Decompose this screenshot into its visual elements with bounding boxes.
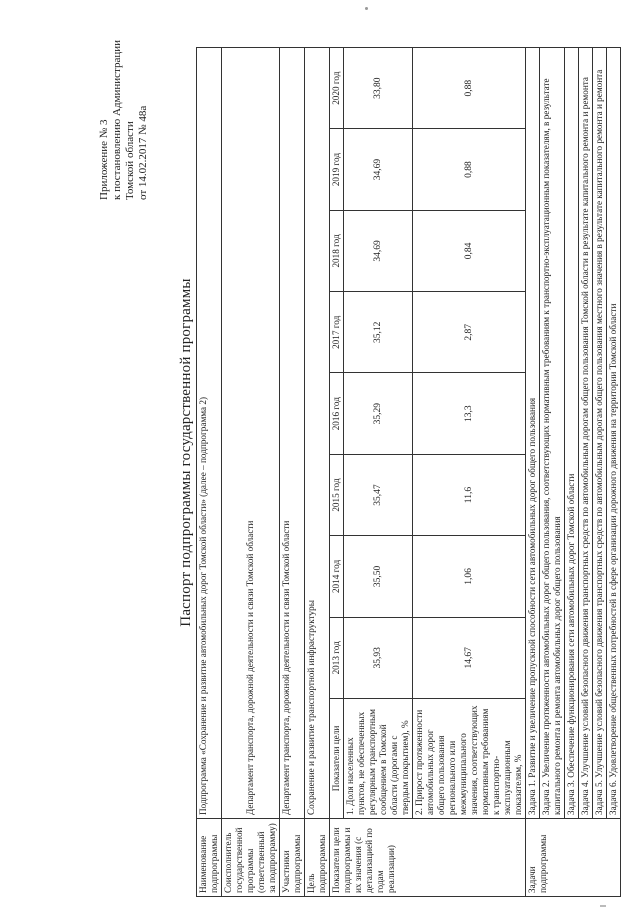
indicator-value: 0,84: [413, 210, 526, 291]
indicator-name: 2. Прирост протяженности автомобильных дорог общего пользования регионального или межмуниципального значения, соответствующих нормативным требованиям к транспортно-эксплуатационным показателям, %: [413, 699, 526, 819]
year-header: 2014 год: [330, 536, 344, 617]
page-title: Паспорт подпрограммы государственной программы: [178, 278, 194, 627]
task-row: [526, 48, 540, 897]
year-header: 2019 год: [330, 129, 344, 210]
value-participants: Департамент транспорта, дорожной деятельности и связи Томской области: [280, 48, 305, 819]
task-row: [579, 48, 593, 897]
year-header: 2013 год: [330, 617, 344, 698]
value-goal: Сохранение и развитие транспортной инфраструктуры: [305, 48, 330, 819]
indicator-row: [413, 48, 526, 897]
task-row: [593, 48, 607, 897]
indicator-value: 11,6: [413, 454, 526, 535]
appendix-region: Томской области: [124, 121, 136, 200]
task-row: [565, 48, 579, 897]
appendix-resolution: к постановлению Администрации: [111, 39, 123, 200]
value-name: Подпрограмма «Сохранение и развитие автомобильных дорог Томской области» (далее – подпрограмма 2): [197, 48, 222, 819]
passport-table: [196, 47, 621, 897]
label-indicators: Показатели цели подпрограммы и их значения (с детализацией по годам реализации): [330, 819, 526, 897]
task-item: Задача 5. Улучшение условий безопасного движения транспортных средств по автомобильным дорогам общего пользования местного значения в результате капитального ремонта и ремонта: [593, 48, 607, 819]
row-coexecutor: [222, 48, 280, 897]
row-name: [197, 48, 222, 897]
indicator-value: 35,93: [344, 617, 413, 698]
indicator-row: [344, 48, 413, 897]
indicators-header-row: [330, 48, 344, 897]
indicator-value: 35,12: [344, 292, 413, 373]
year-header: 2016 год: [330, 373, 344, 454]
appendix-date: от 14.02.2017 № 48а: [137, 105, 149, 200]
task-item: Задача 1. Развитие и увеличение пропускной способности сети автомобильных дорог общего пользования: [526, 48, 540, 819]
indicator-name: 1. Доля населенных пунктов, не обеспеченных регулярным транспортным сообщением в Томской области (дорогами с твердым покрытием), %: [344, 699, 413, 819]
task-row: [540, 48, 565, 897]
indicators-header: Показатели цели: [330, 699, 344, 819]
label-tasks: Задачи подпрограммы: [526, 819, 621, 897]
appendix-number: Приложение № 3: [98, 119, 110, 200]
year-header: 2018 год: [330, 210, 344, 291]
indicator-value: 1,06: [413, 536, 526, 617]
row-goal: [305, 48, 330, 897]
task-item: Задача 2. Увеличение протяженности автомобильных дорог общего пользования, соответствующих нормативным требованиям к транспортно-эксплуатационным показателям, в результате капитального ремонта и ремонта автомобильных дорог общего пользования: [540, 48, 565, 819]
indicator-value: 13,3: [413, 373, 526, 454]
task-item: Задача 6. Удовлетворение общественных потребностей в сфере организации дорожного движения на территории Томской области: [607, 48, 621, 819]
indicator-value: 33,80: [344, 48, 413, 129]
label-participants: Участники подпрограммы: [280, 819, 305, 897]
appendix-header: [98, 20, 150, 200]
indicator-value: 35,29: [344, 373, 413, 454]
indicator-value: 35,50: [344, 536, 413, 617]
indicator-value: 2,87: [413, 292, 526, 373]
indicator-value: 0,88: [413, 48, 526, 129]
task-row: [607, 48, 621, 897]
task-item: Задача 3. Обеспечение функционирования сети автомобильных дорог Томской области: [565, 48, 579, 819]
value-coexecutor: Департамент транспорта, дорожной деятельности и связи Томской области: [222, 48, 280, 819]
indicator-value: 34,69: [344, 210, 413, 291]
label-goal: Цель подпрограммы: [305, 819, 330, 897]
year-header: 2015 год: [330, 454, 344, 535]
year-header: 2020 год: [330, 48, 344, 129]
indicator-value: 14,67: [413, 617, 526, 698]
label-name: Наименование подпрограммы: [197, 819, 222, 897]
year-header: 2017 год: [330, 292, 344, 373]
indicator-value: 34,69: [344, 129, 413, 210]
indicator-value: 35,47: [344, 454, 413, 535]
row-participants: [280, 48, 305, 897]
task-item: Задача 4. Улучшение условий безопасного движения транспортных средств по автомобильным дорогам общего пользования Томской области в результате капитального ремонта и ремонта: [579, 48, 593, 819]
indicator-value: 0,88: [413, 129, 526, 210]
scan-artifact: [365, 7, 368, 10]
label-coexecutor: Соисполнитель государственной программы (ответственный за подпрограмму): [222, 819, 280, 897]
